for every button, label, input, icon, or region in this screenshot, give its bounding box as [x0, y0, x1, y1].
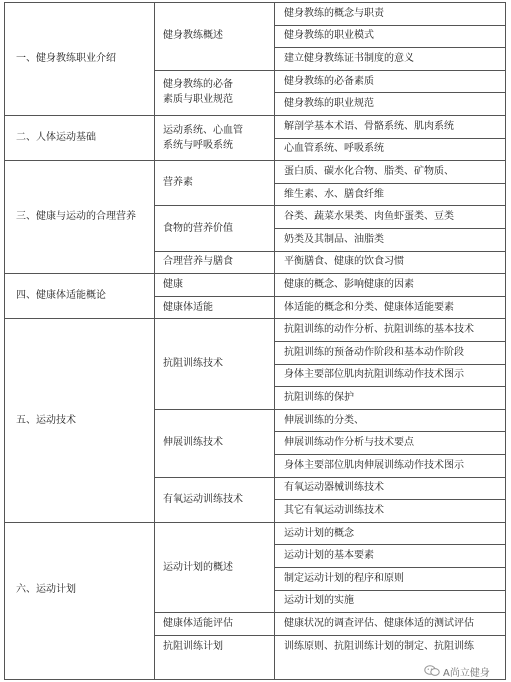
item-text: 伸展训练的分类、 — [284, 414, 364, 426]
item-text: 健身教练的职业规范 — [284, 98, 374, 110]
item-text: 训练原则、抗阻训练计划的制定、抗阻训练 — [284, 640, 474, 652]
table-rule — [274, 454, 506, 455]
course-outline-table — [4, 2, 506, 680]
table-rule — [4, 160, 506, 161]
table-rule — [274, 567, 506, 568]
subtopic-label: 健身教练的必备 — [163, 79, 233, 91]
item-text: 健身教练的必备素质 — [284, 75, 374, 87]
item-text: 解剖学基本术语、骨骼系统、肌肉系统 — [284, 120, 454, 132]
table-rule — [274, 590, 506, 591]
table-rule — [274, 364, 506, 365]
subtopic-label: 健身教练概述 — [163, 30, 223, 42]
item-text: 健身教练的概念与职责 — [284, 7, 384, 19]
section-title: 六、运动计划 — [16, 584, 76, 596]
subtopic-label: 合理营养与膳食 — [163, 256, 233, 268]
item-text: 运动计划的基本要素 — [284, 550, 374, 562]
table-rule — [274, 25, 506, 26]
subtopic-label: 营养素 — [163, 177, 193, 189]
subtopic-label: 运动计划的概述 — [163, 561, 233, 573]
subtopic-label: 有氧运动训练技术 — [163, 493, 243, 505]
table-rule — [274, 386, 506, 387]
subtopic-label: 食物的营养价值 — [163, 222, 233, 234]
table-rule — [4, 2, 5, 680]
table-rule — [4, 273, 506, 274]
section-title: 五、运动技术 — [16, 414, 76, 426]
table-rule — [154, 612, 506, 613]
table-rule — [154, 251, 506, 252]
table-rule — [154, 477, 506, 478]
table-rule — [274, 431, 506, 432]
item-text: 抗阻训练的保护 — [284, 392, 354, 403]
table-rule — [154, 205, 506, 206]
item-text: 身体主要部位肌肉抗阻训练动作技术图示 — [284, 369, 464, 381]
item-text: 体适能的概念和分类、健康体适能要素 — [284, 301, 454, 313]
item-text: 其它有氧运动训练技术 — [284, 505, 384, 516]
item-text: 健康状况的调查评估、健康体适的测试评估 — [284, 618, 474, 629]
item-text: 伸展训练动作分析与技术要点 — [284, 437, 414, 449]
table-rule — [154, 2, 155, 680]
table-rule — [274, 92, 506, 93]
section-title: 一、健身教练职业介绍 — [16, 53, 116, 64]
item-text: 建立健身教练证书制度的意义 — [284, 53, 414, 64]
table-rule — [274, 138, 506, 139]
item-text: 运动计划的概念 — [284, 527, 354, 539]
watermark — [420, 664, 494, 678]
table-rule — [154, 409, 506, 410]
item-text: 蛋白质、碳水化合物、脂类、矿物质、 — [284, 166, 454, 177]
table-rule — [154, 70, 506, 71]
item-text: 抗阻训练的预备动作阶段和基本动作阶段 — [284, 346, 464, 358]
subtopic-label: 健康 — [163, 279, 183, 290]
item-text: 健康的概念、影响健康的因素 — [284, 279, 414, 290]
subtopic-label: 系统与呼吸系统 — [163, 139, 233, 151]
item-text: 健身教练的职业模式 — [284, 30, 374, 42]
subtopic-label: 运动系统、心血管 — [163, 124, 243, 136]
item-text: 制定运动计划的程序和原则 — [284, 572, 404, 584]
subtopic-label: 抗阻训练技术 — [163, 358, 223, 370]
item-text: 心血管系统、呼吸系统 — [284, 143, 384, 155]
table-rule — [154, 635, 506, 636]
section-title: 二、人体运动基础 — [16, 132, 96, 144]
item-text: 平衡膳食、健康的饮食习惯 — [284, 256, 404, 268]
item-text: 有氧运动器械训练技术 — [284, 482, 384, 494]
table-rule — [274, 499, 506, 500]
table-rule — [274, 544, 506, 545]
watermark-text: A尚立健身 — [443, 667, 490, 679]
section-title: 四、健康体适能概论 — [16, 290, 106, 302]
item-text: 运动计划的实施 — [284, 595, 354, 607]
table-rule — [4, 115, 506, 116]
subtopic-label: 抗阻训练计划 — [163, 640, 223, 652]
table-rule — [154, 296, 506, 297]
table-rule — [274, 341, 506, 342]
subtopic-label: 伸展训练技术 — [163, 437, 223, 449]
subtopic-label: 健康体适能评估 — [163, 618, 233, 629]
item-text: 抗阻训练的动作分析、抗阻训练的基本技术 — [284, 324, 474, 336]
section-title: 三、健康与运动的合理营养 — [16, 211, 136, 223]
table-rule — [4, 2, 506, 3]
table-rule — [4, 522, 506, 523]
item-text: 奶类及其制品、油脂类 — [284, 233, 384, 245]
item-text: 维生素、水、膳食纤维 — [284, 188, 384, 200]
subtopic-label: 健康体适能 — [163, 301, 213, 313]
subtopic-label: 素质与职业规范 — [163, 94, 233, 106]
item-text: 身体主要部位肌肉伸展训练动作技术图示 — [284, 459, 464, 471]
table-rule — [274, 228, 506, 229]
table-rule — [274, 183, 506, 184]
table-rule — [274, 47, 506, 48]
table-rule — [4, 318, 506, 319]
item-text: 谷类、蔬菜水果类、肉鱼虾蛋类、豆类 — [284, 211, 454, 223]
wechat-icon — [424, 662, 440, 681]
